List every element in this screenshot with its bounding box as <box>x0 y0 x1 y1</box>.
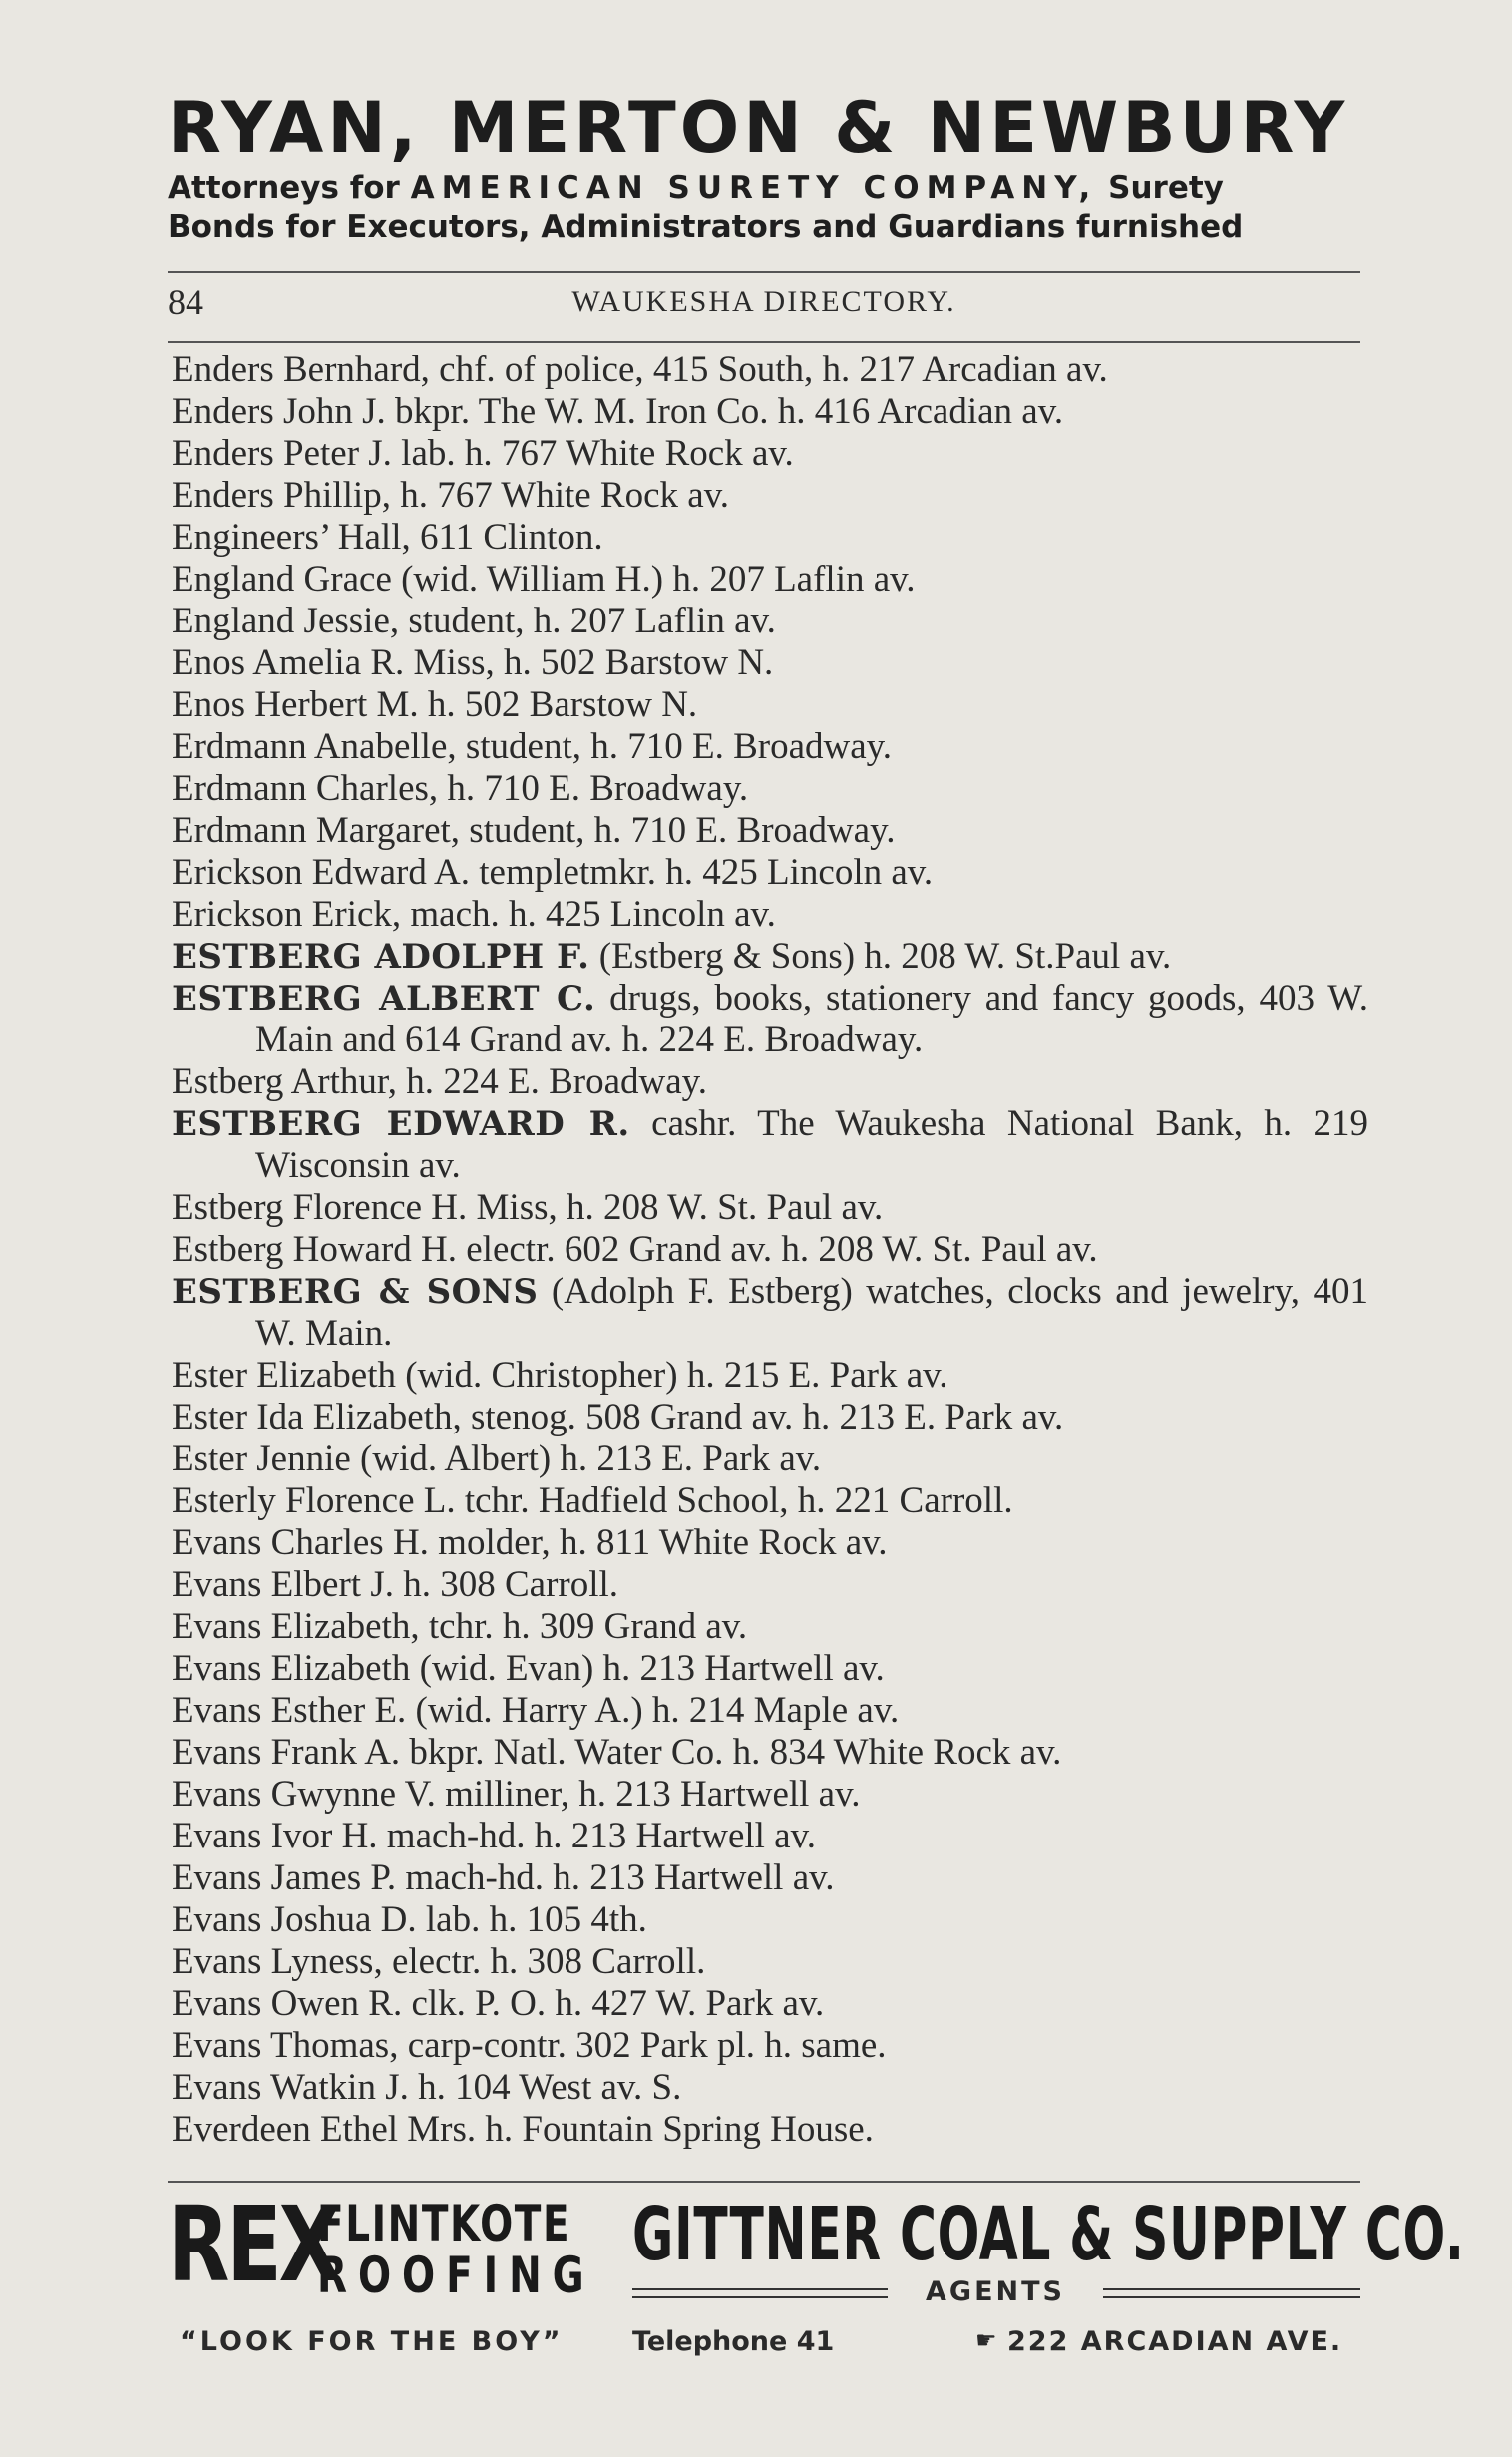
entry-bold-name: ESTBERG EDWARD R. <box>172 1104 630 1144</box>
entry-text: Ester Elizabeth (wid. Christopher) h. 215 E. Park av. <box>172 1355 948 1396</box>
firm-name: RYAN, MERTON & NEWBURY <box>168 87 1349 169</box>
entry-bold-name: ESTBERG ALBERT C. <box>172 979 596 1019</box>
directory-entry <box>172 852 1368 894</box>
directory-entry <box>172 1438 1368 1480</box>
roofing-label: ROOFING <box>317 2247 595 2304</box>
directory-entry <box>172 810 1368 852</box>
head-divider <box>168 341 1360 343</box>
directory-entries <box>172 349 1368 2151</box>
entry-text: Enders Peter J. lab. h. 767 White Rock av. <box>172 433 794 474</box>
entry-text: Evans Lyness, electr. h. 308 Carroll. <box>172 1941 706 1982</box>
ad-company-name: AMERICAN SURETY COMPANY, <box>410 170 1098 205</box>
entry-text: Enos Herbert M. h. 502 Barstow N. <box>172 684 698 725</box>
directory-entry <box>172 1774 1368 1816</box>
entry-text: (Adolph F. Estberg) watches, clocks and jewelry, 401 W. Main. <box>255 1271 1368 1354</box>
entry-text: Evans Joshua D. lab. h. 105 4th. <box>172 1899 647 1940</box>
entry-text: Engineers’ Hall, 611 Clinton. <box>172 517 603 558</box>
header-advertisement <box>168 88 1358 247</box>
telephone: Telephone 41 <box>632 2326 835 2357</box>
directory-entry <box>172 1480 1368 1522</box>
entry-text: Erdmann Margaret, student, h. 710 E. Broadway. <box>172 810 896 851</box>
entry-text: Everdeen Ethel Mrs. h. Fountain Spring House. <box>172 2109 874 2150</box>
address: 222 ARCADIAN AVE. <box>1007 2326 1343 2357</box>
company-name: GITTNER COAL & SUPPLY CO. <box>632 2192 1465 2277</box>
directory-entry <box>172 1816 1368 1857</box>
entry-text: (Estberg & Sons) h. 208 W. St.Paul av. <box>589 936 1172 977</box>
directory-entry <box>172 768 1368 810</box>
ad-line-1 <box>168 168 1358 207</box>
entry-text: England Jessie, student, h. 207 Laflin av. <box>172 601 776 641</box>
entry-text: Ester Ida Elizabeth, stenog. 508 Grand av. h. 213 E. Park av. <box>172 1397 1064 1437</box>
entry-text: Estberg Howard H. electr. 602 Grand av. h. 208 W. St. Paul av. <box>172 1229 1098 1270</box>
directory-entry <box>172 1522 1368 1564</box>
running-title: WAUKESHA DIRECTORY. <box>571 285 956 318</box>
top-divider <box>168 271 1360 273</box>
directory-entry <box>172 1857 1368 1899</box>
agents-label: AGENTS <box>926 2276 1065 2307</box>
entry-text: Evans Elizabeth (wid. Evan) h. 213 Hartwell av. <box>172 1648 885 1689</box>
directory-entry <box>172 684 1368 726</box>
entry-text: Evans Esther E. (wid. Harry A.) h. 214 Maple av. <box>172 1690 900 1731</box>
entry-text: Erdmann Charles, h. 710 E. Broadway. <box>172 768 749 809</box>
entry-bold-name: ESTBERG ADOLPH F. <box>172 937 590 977</box>
directory-entry <box>172 978 1368 1061</box>
running-head <box>168 281 1360 325</box>
directory-entry <box>172 475 1368 517</box>
directory-entry <box>172 1690 1368 1732</box>
entry-text: Enders Bernhard, chf. of police, 415 South, h. 217 Arcadian av. <box>172 349 1108 390</box>
entry-text: Evans Gwynne V. milliner, h. 213 Hartwell av. <box>172 1774 861 1815</box>
directory-entry <box>172 1187 1368 1229</box>
entry-text: Evans Watkin J. h. 104 West av. S. <box>172 2067 682 2108</box>
entry-text: Estberg Arthur, h. 224 E. Broadway. <box>172 1061 707 1102</box>
directory-entry <box>172 1648 1368 1690</box>
directory-entry <box>172 517 1368 559</box>
pointing-hand-icon: ☛ <box>975 2326 997 2354</box>
entry-text: Estberg Florence H. Miss, h. 208 W. St. Paul av. <box>172 1187 884 1228</box>
directory-entry <box>172 349 1368 391</box>
directory-entry <box>172 1564 1368 1606</box>
entry-text: Evans Charles H. molder, h. 811 White Rock av. <box>172 1522 888 1563</box>
entry-text: Evans Thomas, carp-contr. 302 Park pl. h. same. <box>172 2025 887 2066</box>
agents-row <box>632 2276 1360 2312</box>
entry-text: Enders John J. bkpr. The W. M. Iron Co. h. 416 Arcadian av. <box>172 391 1064 432</box>
footer-advertisement <box>168 2184 1465 2370</box>
agents-right-rule <box>1103 2288 1360 2298</box>
entry-text: Evans Frank A. bkpr. Natl. Water Co. h. 834 White Rock av. <box>172 1732 1062 1773</box>
ad-line-1-prefix: Attorneys for <box>168 170 411 205</box>
directory-entry <box>172 1103 1368 1187</box>
directory-entry <box>172 2025 1368 2067</box>
entry-text: Erickson Erick, mach. h. 425 Lincoln av. <box>172 894 776 935</box>
ad-line-1-suffix: Surety <box>1097 170 1224 205</box>
directory-entry <box>172 726 1368 768</box>
entry-text: Evans Elbert J. h. 308 Carroll. <box>172 1564 619 1605</box>
entry-bold-name: ESTBERG & SONS <box>172 1272 539 1312</box>
directory-entry <box>172 1397 1368 1438</box>
entry-text: Evans Ivor H. mach-hd. h. 213 Hartwell av. <box>172 1816 816 1856</box>
directory-entry <box>172 391 1368 433</box>
entry-text: Evans James P. mach-hd. h. 213 Hartwell av. <box>172 1857 835 1898</box>
directory-entry <box>172 642 1368 684</box>
entry-text: Evans Owen R. clk. P. O. h. 427 W. Park av. <box>172 1983 825 2024</box>
entry-text: cashr. The Waukesha National Bank, h. 219 Wisconsin av. <box>255 1103 1368 1186</box>
directory-entry <box>172 1271 1368 1355</box>
entry-text: Esterly Florence L. tchr. Hadfield School, h. 221 Carroll. <box>172 1480 1013 1521</box>
directory-entry <box>172 2109 1368 2151</box>
entry-text: Enos Amelia R. Miss, h. 502 Barstow N. <box>172 642 774 683</box>
flintkote-label: FLINTKOTE <box>317 2195 571 2252</box>
ad-line-2: Bonds for Executors, Administrators and Guardians furnished <box>168 209 1244 245</box>
entry-text: Evans Elizabeth, tchr. h. 309 Grand av. <box>172 1606 748 1647</box>
directory-entry <box>172 1899 1368 1941</box>
directory-entry <box>172 1606 1368 1648</box>
directory-entry <box>172 433 1368 475</box>
entry-text: Erdmann Anabelle, student, h. 710 E. Broadway. <box>172 726 893 767</box>
directory-entry <box>172 894 1368 936</box>
entry-text: Erickson Edward A. templetmkr. h. 425 Lincoln av. <box>172 852 934 893</box>
page-number: 84 <box>168 282 203 322</box>
directory-entry <box>172 936 1368 978</box>
rex-logo: REX <box>168 2184 339 2305</box>
directory-entry <box>172 2067 1368 2109</box>
entry-text: England Grace (wid. William H.) h. 207 Laflin av. <box>172 559 916 600</box>
directory-entry <box>172 559 1368 601</box>
entry-text: Ester Jennie (wid. Albert) h. 213 E. Park av. <box>172 1438 822 1479</box>
slogan: “LOOK FOR THE BOY” <box>180 2326 564 2357</box>
entry-text: Enders Phillip, h. 767 White Rock av. <box>172 475 730 516</box>
agents-left-rule <box>632 2288 888 2298</box>
directory-entry <box>172 1941 1368 1983</box>
directory-entry <box>172 1061 1368 1103</box>
directory-entry <box>172 1355 1368 1397</box>
directory-entry <box>172 1732 1368 1774</box>
directory-entry <box>172 1983 1368 2025</box>
directory-entry <box>172 1229 1368 1271</box>
directory-entry <box>172 601 1368 642</box>
bottom-divider <box>168 2181 1360 2183</box>
entry-text: drugs, books, stationery and fancy goods, 403 W. Main and 614 Grand av. h. 224 E. Broadway. <box>255 978 1368 1060</box>
